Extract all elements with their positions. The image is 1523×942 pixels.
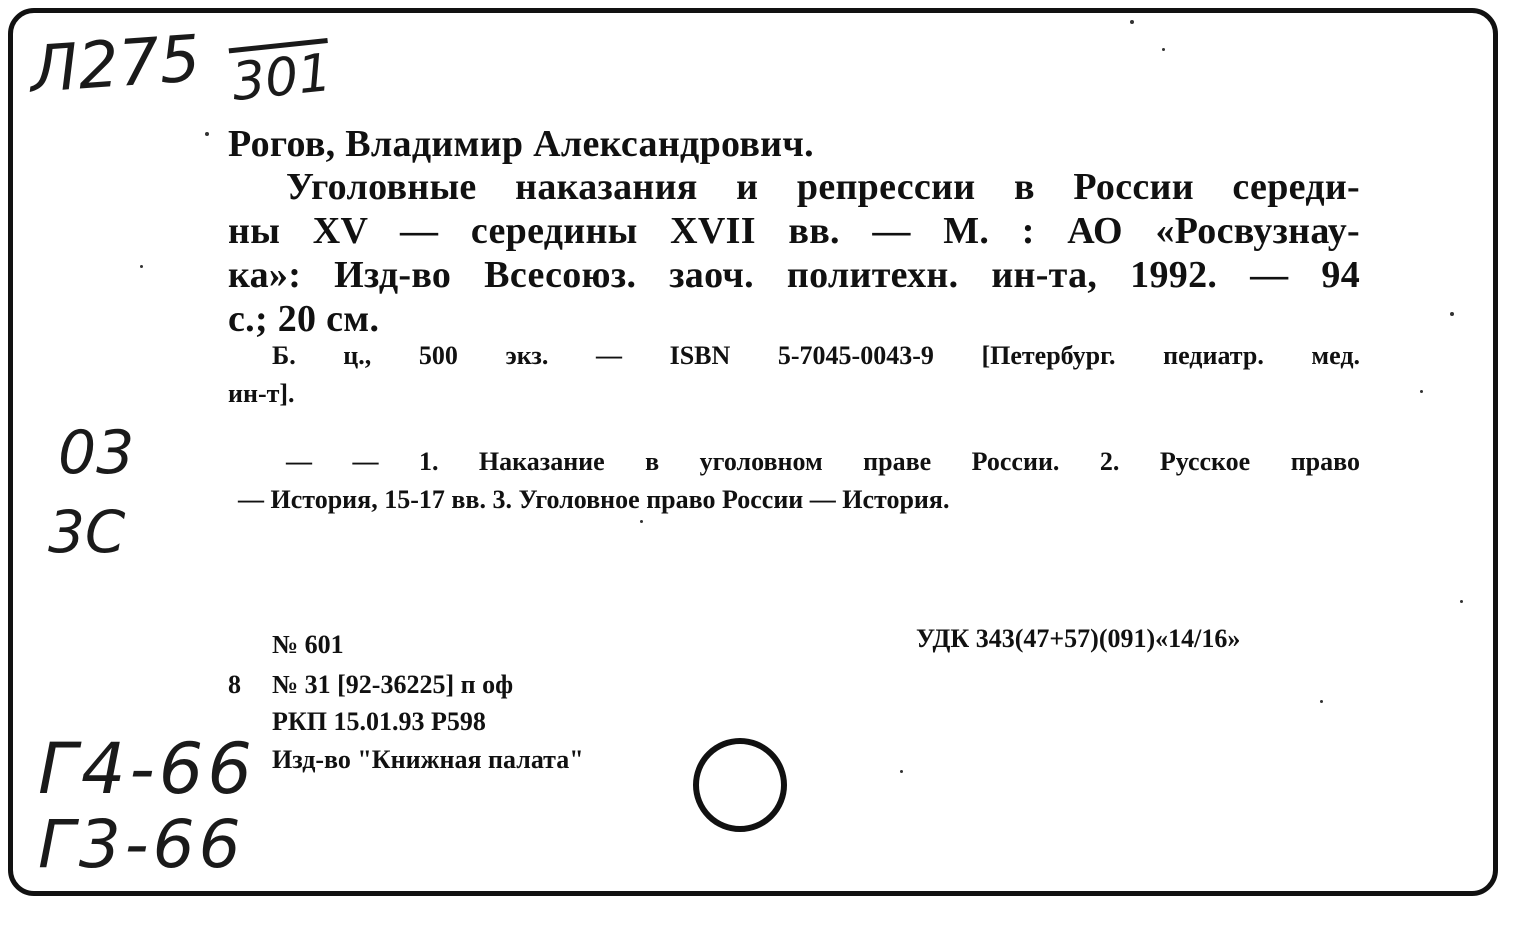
udk-code: УДК 343(47+57)(091)«14/16» bbox=[916, 624, 1241, 653]
rkp-code: РКП 15.01.93 Р598 bbox=[272, 707, 486, 736]
scan-speck bbox=[640, 520, 643, 523]
card-number-601: № 601 bbox=[272, 630, 344, 659]
scan-speck bbox=[900, 770, 903, 773]
note-line: ин-т]. bbox=[228, 379, 295, 408]
scan-speck bbox=[205, 132, 209, 136]
handwritten-left-mark-2: 3С bbox=[48, 498, 126, 566]
scan-speck bbox=[1162, 48, 1165, 51]
title-line: ка»: Изд-во Всесоюз. заоч. политехн. ин-та, 1992. — 94 bbox=[228, 254, 1360, 296]
scan-speck bbox=[1450, 312, 1454, 316]
handwritten-bottom-mark-1: Г4-66 bbox=[38, 728, 256, 810]
title-line: с.; 20 см. bbox=[228, 298, 380, 340]
scan-speck bbox=[1320, 700, 1323, 703]
handwritten-left-mark-1: 03 bbox=[58, 418, 135, 488]
note-line: Б. ц., 500 экз. — ISBN 5-7045-0043-9 [Петербург. педиатр. мед. bbox=[272, 341, 1360, 370]
scan-speck bbox=[1460, 600, 1463, 603]
handwritten-bottom-mark-2: Г3-66 bbox=[38, 806, 245, 883]
punch-hole bbox=[693, 738, 787, 832]
card-number-31: № 31 [92-36225] п оф bbox=[272, 670, 514, 699]
footer-line-8: 8 bbox=[228, 670, 241, 699]
subject-line: — — 1. Наказание в уголовном праве России. 2. Русское право bbox=[286, 447, 1360, 476]
author-heading: Рогов, Владимир Александрович. bbox=[228, 123, 814, 165]
scan-speck bbox=[140, 265, 143, 268]
title-line: Уголовные наказания и репрессии в России середи- bbox=[286, 166, 1360, 208]
scan-speck bbox=[1130, 20, 1134, 24]
scan-speck bbox=[1420, 390, 1423, 393]
title-line: ны XV — середины XVII вв. — М. : АО «Росвузнау- bbox=[228, 210, 1360, 252]
publisher-line: Изд-во "Книжная палата" bbox=[272, 745, 584, 774]
handwritten-shelf-mark: Л275 bbox=[27, 22, 203, 108]
handwritten-shelf-mark-suffix: 301 bbox=[229, 42, 335, 114]
subject-line: — История, 15-17 вв. 3. Уголовное право России — История. bbox=[238, 485, 950, 514]
